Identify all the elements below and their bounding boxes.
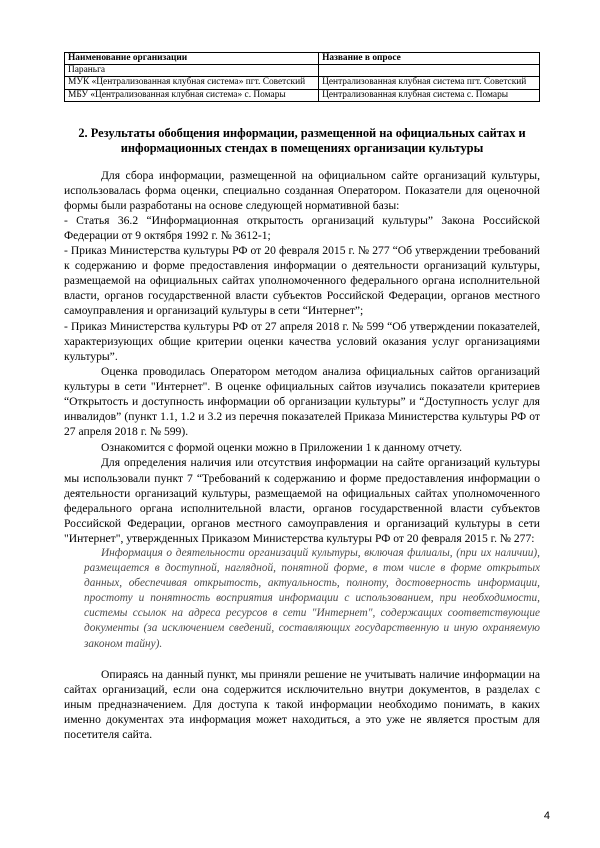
page-number: 4 — [543, 810, 550, 822]
paragraph-evaluation: Оценка проводилась Оператором методом анализа официальных сайтов организаций культуры в сети "Интернет". В оценке официальных сайтов изучались показатели критериев “Открытость и доступность информации об организации культуры” и “Доступность услуг для инвалидов” (пункт 1.1, 1.2 и 3.2 из перечня показателей Приказа Министерства культуры РФ от 27 апреля 2018 г. № 599). — [64, 364, 540, 439]
table-header-row — [65, 53, 540, 65]
table-row — [65, 77, 540, 89]
paragraph-order-277-item: - Приказ Министерства культуры РФ от 20 февраля 2015 г. № 277 “Об утверждении требований к содержанию и форме предоставления информации о деятельности организаций культуры, размещаемой на официальных сайтах уполномоченного федерального органа исполнительной власти, органов государственной власти субъектов Российской Федерации, органов местного самоуправления и организаций культуры в сети “Интернет”; — [64, 244, 540, 318]
table-cell: Централизованная клубная система пгт. Советский — [319, 77, 540, 89]
paragraph-method: Для определения наличия или отсутствия информации на сайте организаций культуры мы использовали пункт 7 “Требований к содержанию и форме предоставления информации о деятельности организаций культуры, размещаемой на официальных сайтах уполномоченного федерального органа исполнительной власти, органов государственной власти субъектов Российской Федерации, органов местного самоуправления и организаций культуры в сети "Интернет", утвержденных Приказом Министерства культуры РФ от 20 февраля 2015 г. № 277: — [64, 456, 540, 545]
paragraph-law-item: - Статья 36.2 “Информационная открытость организаций культуры” Закона Российской Федерации от 9 октября 1992 г. № 3612-1; — [64, 213, 540, 242]
section-heading: 2. Результаты обобщения информации, размещенной на официальных сайтах и информационных стендах в помещениях организации культуры — [78, 125, 526, 156]
column-header-organization: Наименование организации — [65, 53, 319, 65]
paragraph-appendix-note: Ознакомится с формой оценки можно в Приложении 1 к данному отчету. — [101, 441, 463, 455]
paragraph-intro: Для сбора информации, размещенной на официальном сайте организаций культуры, использовалась форма оценки, специально созданная Оператором. Показатели для оценочной формы были разработаны на основе следующей нормативной базы: — [64, 168, 540, 212]
table-cell: Параньга — [65, 65, 319, 77]
table-row — [65, 65, 540, 77]
table-cell: Централизованная клубная система с. Помары — [319, 89, 540, 101]
table-cell — [319, 65, 540, 77]
organizations-table — [64, 52, 540, 102]
quote-requirement: Информация о деятельности организаций культуры, включая филиалы, (при их наличии), размещается в доступной, наглядной, понятной форме, в том числе в форме открытых данных, обеспечивая открытость, актуальность, полноту, достоверность информации, простоту и понятность восприятия информации с использованием, при необходимости, системы ссылок на адреса ресурсов в сети "Интернет", содержащих соответствующие документы (за исключением сведений, составляющих государственную и иную охраняемую законом тайну). — [84, 546, 540, 650]
table-cell: МБУ «Централизованная клубная система» с. Помары — [65, 89, 319, 101]
paragraph-order-599-item: - Приказ Министерства культуры РФ от 27 апреля 2018 г. № 599 “Об утверждении показателей, характеризующих общие критерии оценки качества условий оказания услуг организациями культуры”. — [64, 319, 540, 363]
paragraph-decision: Опираясь на данный пункт, мы приняли решение не учитывать наличие информации на сайтах организаций, если она содержится исключительно внутри документов, в разделах с иным предназначением. Для доступа к такой информации необходимо понимать, в каких именно документах эта информация может находиться, а это уже не является простым для посетителя сайта. — [64, 667, 540, 741]
table-row — [65, 89, 540, 101]
table-cell: МУК «Централизованная клубная система» пгт. Советский — [65, 77, 319, 89]
column-header-survey-name: Название в опросе — [319, 53, 540, 65]
